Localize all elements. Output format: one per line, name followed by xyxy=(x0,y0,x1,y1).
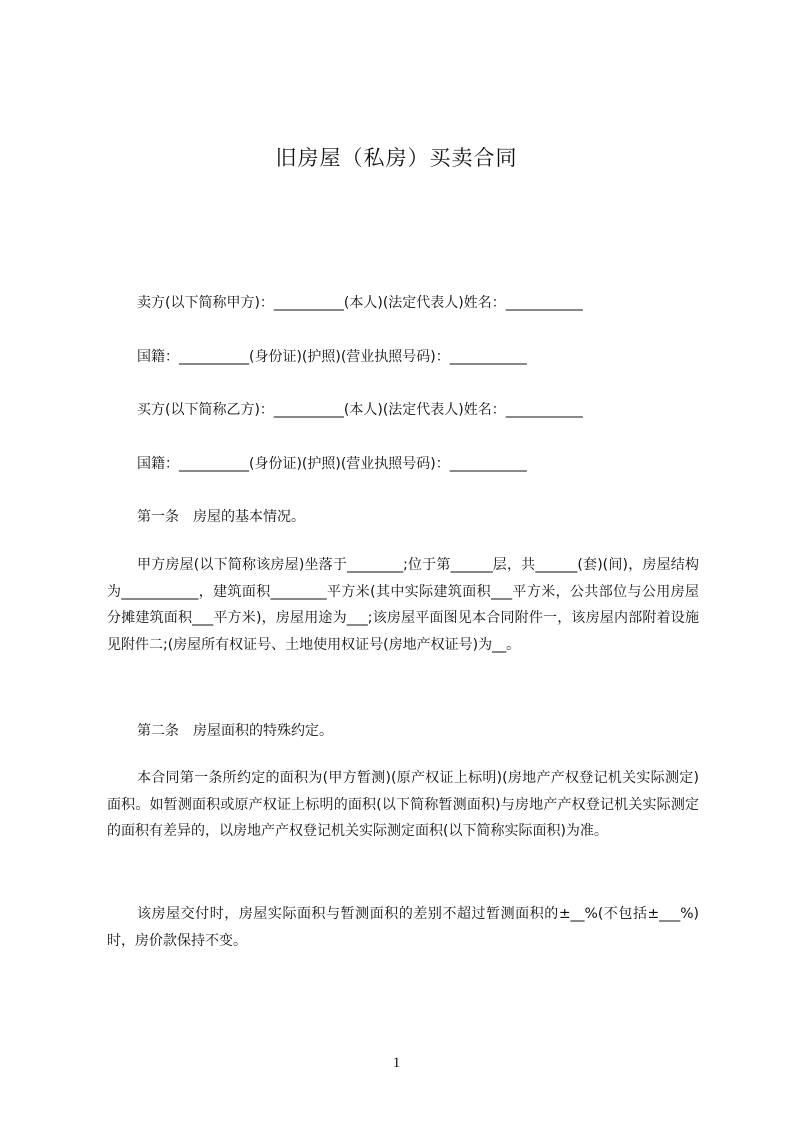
article-1-heading: 第一条 房屋的基本情况。 xyxy=(137,509,305,525)
article-2-body-1: 本合同第一条所约定的面积为(甲方暂测)(原产权证上标明)(房地产产权登记机关实际测定)面积。如暂测面积或原产权证上标明的面积(以下简称暂测面积)与房地产产权登记机关实际测定的面积有差异的，以房地产产权登记机关实际测定面积(以下简称实际面积)为准。 xyxy=(107,770,699,839)
page-number: 1 xyxy=(392,1055,401,1071)
document-title: 旧房屋（私房）买卖合同 xyxy=(275,146,518,170)
article-2-body-2: 该房屋交付时，房屋实际面积与暂测面积的差别不超过暂测面积的±__%(不包括±___%)时，房价款保持不变。 xyxy=(107,906,699,949)
article-2-heading: 第二条 房屋面积的特殊约定。 xyxy=(137,723,333,739)
seller-nationality-line: 国籍：__________(身份证)(护照)(营业执照号码)：___________ xyxy=(137,349,527,365)
article-1-body: 甲方房屋(以下简称该房屋)坐落于________;位于第______层，共______(套)(间)，房屋结构为___________，建筑面积________平方米(其中实际建筑面积___平方米，公共部位与公用房屋分摊建筑面积___平方米)，房屋用途为___;该房屋平面图见本合同附件一，该房屋内部附着设施见附件二;(房屋所有权证号、土地使用权证号(房地产权证号)为__。 xyxy=(107,557,699,653)
buyer-nationality-line: 国籍：__________(身份证)(护照)(营业执照号码)：___________ xyxy=(137,456,527,472)
seller-line: 卖方(以下简称甲方)：__________(本人)(法定代表人)姓名：___________ xyxy=(137,295,583,311)
buyer-line: 买方(以下简称乙方)：__________(本人)(法定代表人)姓名：___________ xyxy=(137,402,583,418)
